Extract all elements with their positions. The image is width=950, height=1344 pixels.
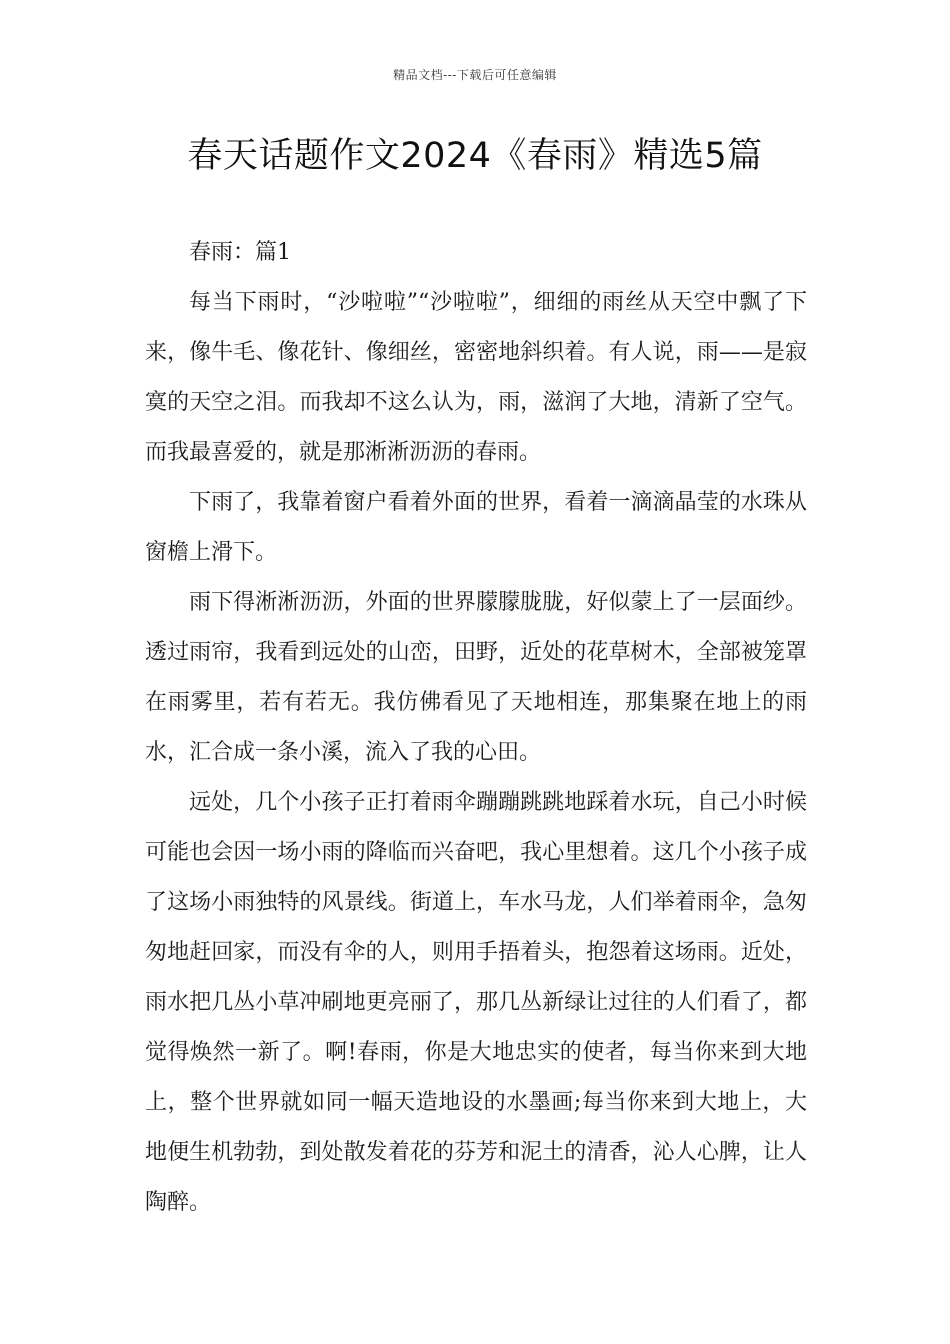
document-title: 春天话题作文2024《春雨》精选5篇 — [187, 136, 763, 176]
paragraph-3: 雨下得淅淅沥沥，外面的世界朦朦胧胧，好似蒙上了一层面纱。透过雨帘，我看到远处的山峦，田野，近处的花草树木，全部被笼罩在雨雾里，若有若无。我仿佛看见了天地相连，那集聚在地上的雨水，汇合成一条小溪，流入了我的心田。 — [145, 590, 807, 765]
header-note: 精品文档---下载后可任意编辑 — [393, 68, 557, 82]
document-body — [145, 228, 807, 1228]
section-heading: 春雨：篇1 — [189, 240, 291, 265]
paragraph-4: 远处，几个小孩子正打着雨伞蹦蹦跳跳地踩着水玩，自己小时候可能也会因一场小雨的降临而兴奋吧，我心里想着。这几个小孩子成了这场小雨独特的风景线。街道上，车水马龙，人们举着雨伞，急匆匆地赶回家，而没有伞的人，则用手捂着头，抱怨着这场雨。近处，雨水把几丛小草冲刷地更亮丽了，那几丛新绿让过往的人们看了，都觉得焕然一新了。啊!春雨，你是大地忠实的使者，每当你来到大地上，整个世界就如同一幅天造地设的水墨画;每当你来到大地上，大地便生机勃勃，到处散发着花的芬芳和泥土的清香，沁人心脾，让人陶醉。 — [145, 790, 807, 1215]
paragraph-2: 下雨了，我靠着窗户看着外面的世界，看着一滴滴晶莹的水珠从窗檐上滑下。 — [145, 490, 807, 565]
paragraph-1: 每当下雨时，“沙啦啦”“沙啦啦”，细细的雨丝从天空中飘了下来，像牛毛、像花针、像细丝，密密地斜织着。有人说，雨——是寂寞的天空之泪。而我却不这么认为，雨，滋润了大地，清新了空气。而我最喜爱的，就是那淅淅沥沥的春雨。 — [145, 290, 807, 465]
